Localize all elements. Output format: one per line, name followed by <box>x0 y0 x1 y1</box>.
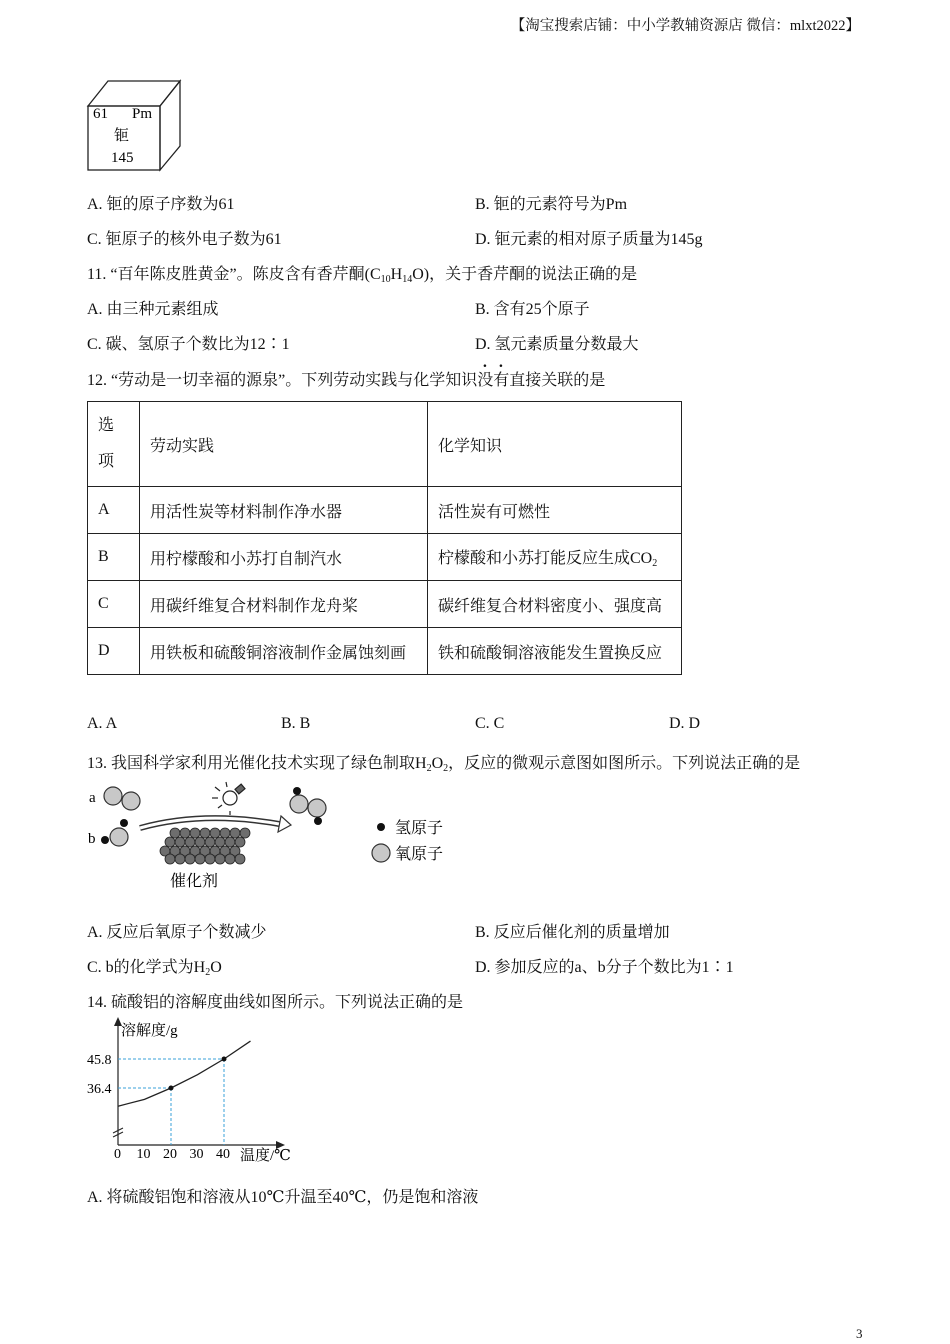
data-point <box>222 1057 227 1062</box>
solubility-chart <box>85 1015 315 1170</box>
label-a: a <box>89 790 96 806</box>
q12-option-b: B. B <box>281 715 311 732</box>
q12-stem: 12. “劳动是一切幸福的源泉”。下列劳动实践与化学知识没有直接关联的是 <box>87 372 606 389</box>
q11-stem: 11. “百年陈皮胜黄金”。陈皮含有香芹酮$(C_{10}H_{14}O)$，关于香芹酮的说法正确的是 <box>87 266 638 285</box>
element-mass: 145 <box>111 150 134 166</box>
q12-option-a: A. A <box>87 715 118 732</box>
page-header: 【淘宝搜索店铺：中小学教辅资源店 微信：mlxt2022】 <box>510 18 860 34</box>
x-axis-label: 温度/℃ <box>240 1148 291 1164</box>
q11-option-c: C. 碳、氢原子个数比为12∶1 <box>87 336 290 353</box>
table-row: B 用柠檬酸和小苏打自制汽水 柠檬酸和小苏打能反应生成$CO_2$ <box>88 534 682 581</box>
oxygen-atom-icon <box>110 828 128 846</box>
q13-option-a: A. 反应后氧原子个数减少 <box>87 924 267 941</box>
header-option: 选 项 <box>88 402 140 487</box>
hydrogen-atom-icon <box>120 819 128 827</box>
q13-stem: 13. 我国科学家利用光催化技术实现了绿色制取$H_2O_2$，反应的微观示意图如图所示。下列说法正确的是 <box>87 755 801 774</box>
y-axis-label: 溶解度/g <box>121 1023 178 1039</box>
q10-option-d: D. 钷元素的相对原子质量为145g <box>475 231 703 248</box>
x-tick-label: 10 <box>136 1147 151 1162</box>
x-tick-label: 30 <box>189 1147 204 1162</box>
q10-option-a: A. 钷的原子序数为61 <box>87 196 235 213</box>
series-line-aluminum-sulfate <box>118 1041 251 1106</box>
table-row: D 用铁板和硫酸铜溶液制作金属蚀刻画 铁和硫酸铜溶液能发生置换反应 <box>88 628 682 675</box>
x-tick-label: 40 <box>216 1147 230 1162</box>
q13-option-d: D. 参加反应的a、b分子个数比为1∶1 <box>475 959 734 976</box>
q12-table <box>87 401 682 675</box>
q11-option-d: D. 氢元素质量分数最大 <box>475 336 639 353</box>
q10-option-c: C. 钷原子的核外电子数为61 <box>87 231 282 248</box>
element-name: 钷 <box>114 128 130 144</box>
x-tick-label: 20 <box>163 1147 177 1162</box>
catalyst-label: 催化剂 <box>170 873 219 890</box>
light-bulb-icon <box>212 782 245 815</box>
q13-option-c: C. b的化学式为$H_2O$ <box>87 959 222 978</box>
legend-hydrogen-icon <box>377 823 385 831</box>
header-knowledge: 化学知识 <box>428 402 682 487</box>
element-symbol: Pm <box>132 106 153 122</box>
table-row: A 用活性炭等材料制作净水器 活性炭有可燃性 <box>88 487 682 534</box>
legend-oxygen-label: 氧原子 <box>395 846 444 863</box>
q10-option-b: B. 钷的元素符号为Pm <box>475 196 628 213</box>
data-point <box>169 1086 174 1091</box>
q11-option-b: B. 含有25个原子 <box>475 301 590 318</box>
table-row: C 用碳纤维复合材料制作龙舟桨 碳纤维复合材料密度小、强度高 <box>88 581 682 628</box>
y-tick-label: 36.4 <box>87 1082 112 1097</box>
oxygen-atom-icon <box>290 795 308 813</box>
q14-stem: 14. 硫酸铝的溶解度曲线如图所示。下列说法正确的是 <box>87 994 464 1011</box>
oxygen-atom-icon <box>104 787 122 805</box>
table-header-row <box>88 402 682 487</box>
element-card <box>85 78 185 174</box>
header-practice: 劳动实践 <box>140 402 428 487</box>
reaction-diagram <box>85 780 475 895</box>
catalyst-particles-icon <box>160 828 250 864</box>
q12-option-c: C. C <box>475 715 505 732</box>
y-tick-label: 45.8 <box>87 1053 112 1068</box>
hydrogen-atom-icon <box>314 817 322 825</box>
legend-oxygen-icon <box>372 844 390 862</box>
q14-option-a: A. 将硫酸铝饱和溶液从10℃升温至40℃，仍是饱和溶液 <box>87 1189 479 1206</box>
q13-option-b: B. 反应后催化剂的质量增加 <box>475 924 670 941</box>
q12-option-d: D. D <box>669 715 701 732</box>
hydrogen-atom-icon <box>293 787 301 795</box>
x-tick-label: 0 <box>114 1147 121 1162</box>
q11-option-a: A. 由三种元素组成 <box>87 301 219 318</box>
oxygen-atom-icon <box>308 799 326 817</box>
oxygen-atom-icon <box>122 792 140 810</box>
label-b: b <box>88 831 96 847</box>
element-number: 61 <box>93 106 108 122</box>
legend-hydrogen-label: 氢原子 <box>395 820 444 837</box>
page-number: 3 <box>856 1326 863 1341</box>
hydrogen-atom-icon <box>101 836 109 844</box>
